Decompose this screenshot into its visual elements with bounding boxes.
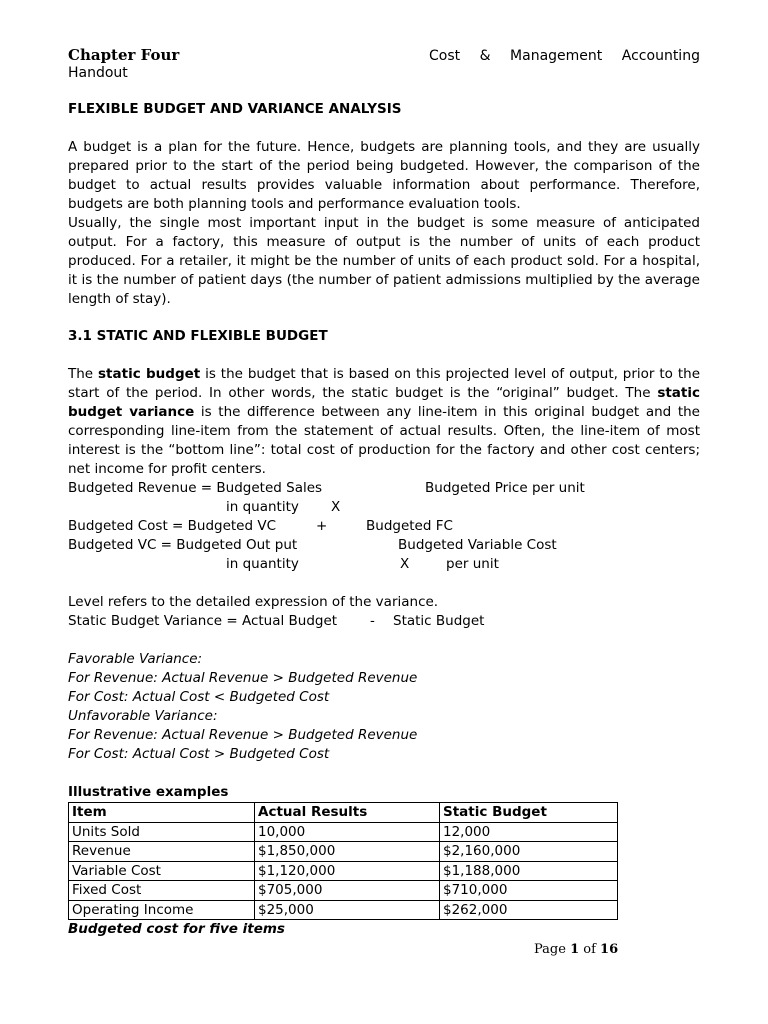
formula-revenue-sub: [68, 498, 700, 517]
table-cell: $25,000: [255, 900, 440, 920]
formula-left: Budgeted VC = Budgeted Out put: [68, 537, 298, 553]
para-text: The: [68, 366, 99, 382]
column-header: Actual Results: [255, 803, 440, 823]
table-cell: 12,000: [440, 822, 618, 842]
table-cell: Operating Income: [69, 900, 255, 920]
multiply-sign: X: [400, 556, 410, 572]
table-cell: $262,000: [440, 900, 618, 920]
table-cell: $705,000: [255, 881, 440, 901]
para-text: is the difference between any line-item in this original budget and the corresponding line-item from the statement of actual results. Often, the line-item of most interest is the “bottom line”: total cost of production for the factory and other cost centers; net income for profit centers.: [68, 404, 700, 477]
intro-paragraph-2: Usually, the single most important input in the budget is some measure of anticipated output. For a factory, this measure of output is the number of units of each product produced. For a retailer, it might be the number of units of each product sold. For a hospital, it is the number of patient days (the number of patient admissions multiplied by the average length of stay).: [68, 215, 700, 307]
table-header-row: [69, 803, 618, 823]
rule-line: For Cost: Actual Cost > Budgeted Cost: [68, 746, 330, 762]
formula-left: Budgeted Revenue = Budgeted Sales: [68, 480, 323, 496]
static-budget-paragraph: [68, 365, 700, 479]
formula-vc: [68, 536, 700, 555]
table-row: [69, 900, 618, 920]
formula-left: Budgeted Cost = Budgeted VC: [68, 518, 277, 534]
table-cell: $710,000: [440, 881, 618, 901]
variance-rules: [68, 650, 700, 764]
minus-sign: -: [370, 613, 375, 629]
formula-right: Budgeted FC: [366, 518, 453, 534]
column-header: Item: [69, 803, 255, 823]
level-text: Level refers to the detailed expression of the variance.: [68, 594, 439, 610]
formula-right: Budgeted Variable Cost: [398, 537, 557, 553]
rule-line: Favorable Variance:: [68, 651, 203, 667]
formula-left: Static Budget Variance = Actual Budget: [68, 613, 338, 629]
document-title: FLEXIBLE BUDGET AND VARIANCE ANALYSIS: [68, 101, 402, 117]
course-word: Cost: [429, 48, 461, 64]
table-row: [69, 842, 618, 862]
para-text: is the budget that is based on this projected level of output, prior to the start of the period. In other words, the static budget is the “original” budget. The: [68, 366, 700, 401]
formula-right: Budgeted Price per unit: [425, 480, 585, 496]
page-word: Page: [534, 942, 566, 957]
chapter-label: Chapter Four: [68, 46, 180, 64]
column-header: Static Budget: [440, 803, 618, 823]
page-number: 1: [570, 942, 580, 957]
table-cell: 10,000: [255, 822, 440, 842]
formula-per-unit: per unit: [446, 556, 499, 572]
course-word: &: [479, 48, 491, 64]
table-cell: Revenue: [69, 842, 255, 862]
intro-paragraph-1: A budget is a plan for the future. Hence, budgets are planning tools, and they are usually prepared prior to the start of the period being budgeted. However, the comparison of the budget to actual results provides valuable information about performance. Therefore, budgets are both planning tools and performance evaluation tools.: [68, 139, 700, 212]
course-title: [429, 48, 700, 64]
table-cell: Fixed Cost: [69, 881, 255, 901]
variance-formula: [68, 612, 700, 631]
table-cell: Variable Cost: [69, 861, 255, 881]
rule-line: Unfavorable Variance:: [68, 708, 218, 724]
plus-sign: +: [316, 518, 328, 534]
multiply-sign: X: [331, 499, 341, 515]
table-caption: Budgeted cost for five items: [68, 921, 285, 937]
course-word: Management: [510, 48, 603, 64]
table-row: [69, 861, 618, 881]
page-header: [68, 46, 700, 66]
of-word: of: [583, 942, 596, 957]
table-row: [69, 881, 618, 901]
formula-right: Static Budget: [393, 613, 485, 629]
page-total: 16: [600, 942, 619, 957]
formula-revenue: [68, 479, 700, 498]
table-cell: Units Sold: [69, 822, 255, 842]
course-word: Accounting: [621, 48, 700, 64]
table-cell: $1,188,000: [440, 861, 618, 881]
term-static-budget: static budget: [98, 366, 201, 382]
table-cell: $1,850,000: [255, 842, 440, 862]
formula-cost: [68, 517, 700, 536]
formula-vc-sub: [68, 555, 700, 574]
examples-table: [68, 802, 618, 920]
term-static-budget-variance: static budget variance: [68, 385, 700, 420]
page-footer: [534, 942, 618, 957]
formula-sub: in quantity: [226, 556, 299, 572]
handout-label: Handout: [68, 65, 128, 81]
table-row: [69, 822, 618, 842]
table-cell: $1,120,000: [255, 861, 440, 881]
formula-sub: in quantity: [226, 499, 299, 515]
rule-line: For Revenue: Actual Revenue > Budgeted Revenue: [68, 727, 418, 743]
section-heading: 3.1 STATIC AND FLEXIBLE BUDGET: [68, 328, 328, 344]
rule-line: For Cost: Actual Cost < Budgeted Cost: [68, 689, 330, 705]
document-page: [68, 46, 700, 939]
rule-line: For Revenue: Actual Revenue > Budgeted Revenue: [68, 670, 418, 686]
table-cell: $2,160,000: [440, 842, 618, 862]
examples-heading: Illustrative examples: [68, 784, 229, 800]
